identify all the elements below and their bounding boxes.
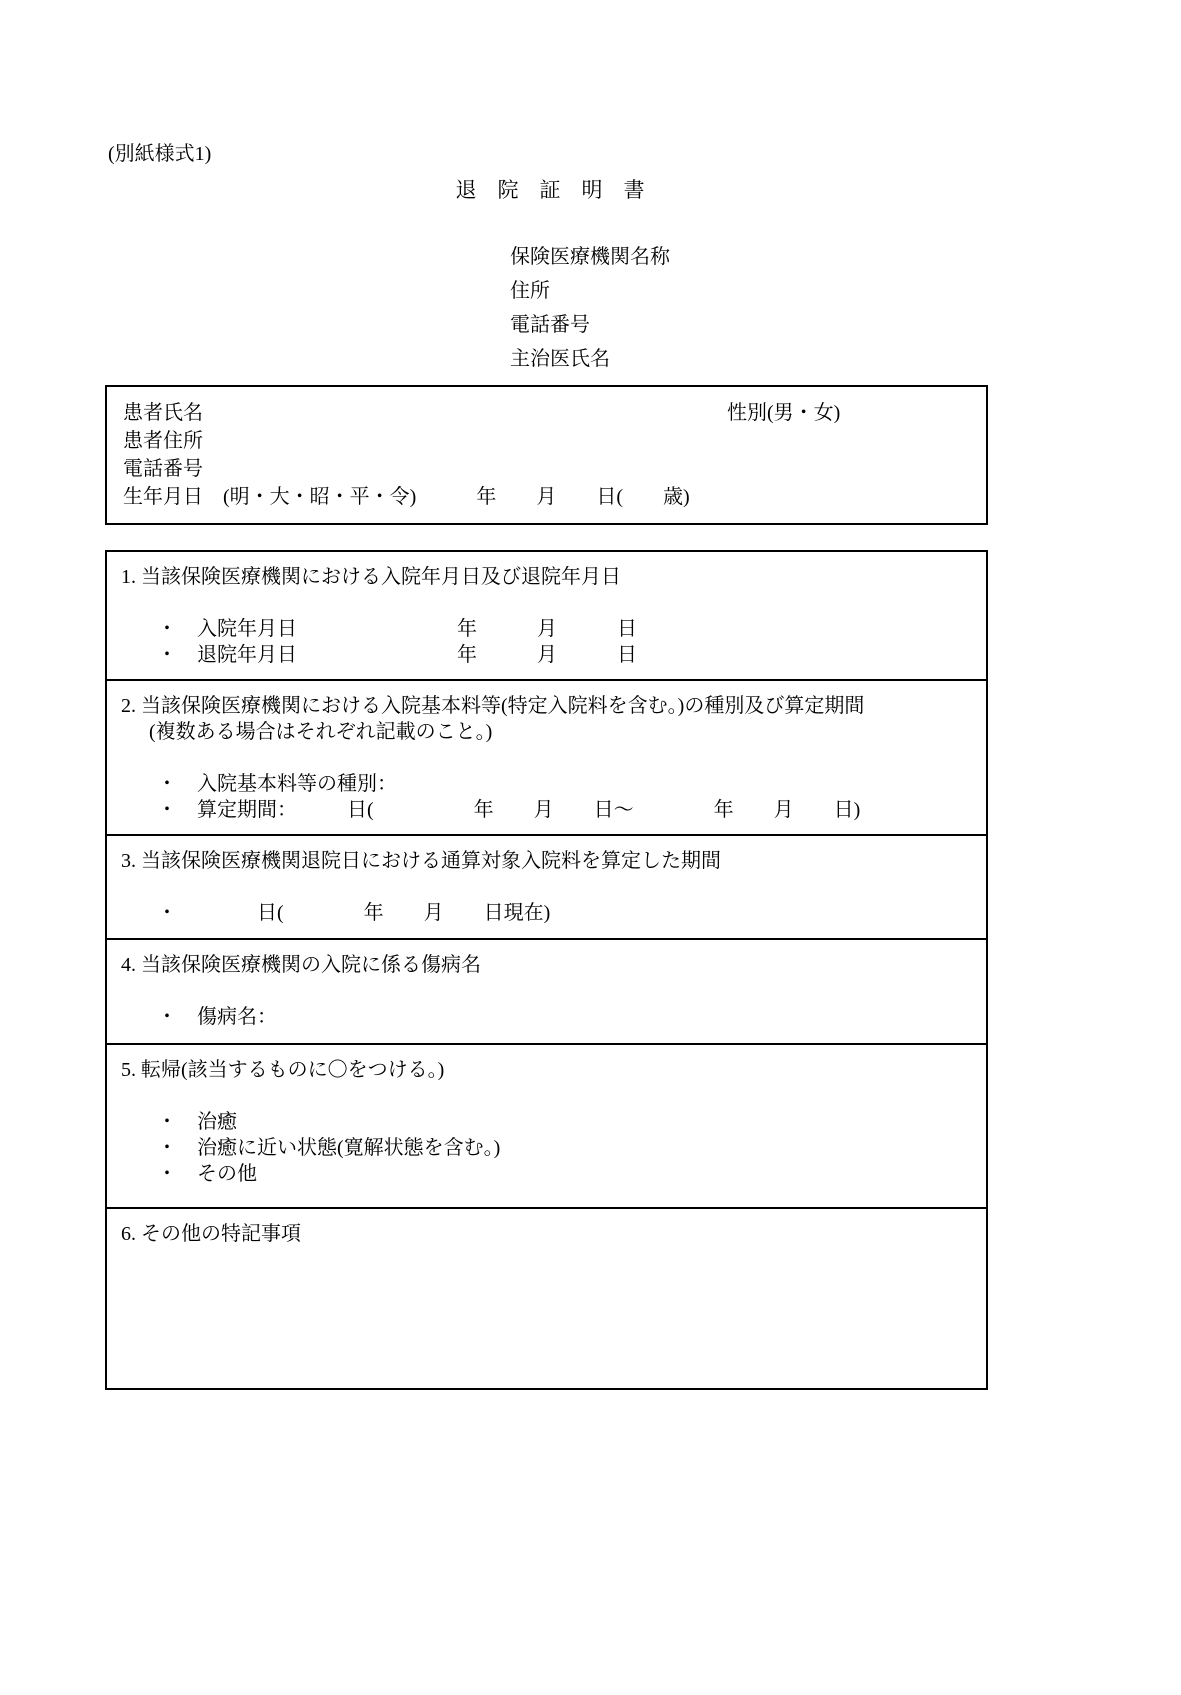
admission-date-line: ・ 入院年月日 年 月 日 — [157, 618, 637, 640]
patient-birthdate-label: 生年月日 (明・大・昭・平・令) 年 月 日( 歳) — [123, 486, 690, 508]
institution-address-label: 住所 — [510, 280, 550, 302]
issuer-info-block — [510, 240, 670, 376]
outcome-cured-line: ・ 治癒 — [157, 1110, 237, 1133]
institution-phone-label: 電話番号 — [510, 314, 590, 336]
section-4-title: 4. 当該保険医療機関の入院に係る傷病名 — [121, 954, 481, 977]
fee-type-line: ・ 入院基本料等の種別： — [157, 773, 397, 796]
attending-doctor-name-label: 主治医氏名 — [510, 348, 610, 370]
section-4-disease-name — [107, 940, 986, 1045]
patient-name-label: 患者氏名 — [123, 402, 203, 424]
form-code-label: (別紙様式1) — [108, 143, 212, 165]
disease-name-line: ・ 傷病名： — [157, 1006, 277, 1029]
section-6-title: 6. その他の特記事項 — [121, 1222, 301, 1245]
calculation-period-line: ・ 算定期間： 日( 年 月 日〜 年 月 日) — [157, 799, 861, 822]
medical-institution-name-label: 保険医療機関名称 — [510, 246, 670, 268]
section-1-admission-discharge-dates — [107, 552, 986, 681]
patient-phone-label: 電話番号 — [123, 458, 203, 480]
section-6-special-notes — [107, 1209, 986, 1388]
patient-sex-label: 性別(男・女) — [727, 402, 841, 424]
patient-info-box — [105, 385, 988, 525]
outcome-near-cured-line: ・ 治癒に近い状態(寛解状態を含む。) — [157, 1136, 501, 1159]
section-2-title: 2. 当該保険医療機関における入院基本料等(特定入院料を含む。)の種別及び算定期間 — [121, 695, 865, 718]
section-3-title: 3. 当該保険医療機関退院日における通算対象入院料を算定した期間 — [121, 849, 721, 872]
form-sections-box — [105, 550, 988, 1390]
section-2-basic-hospital-fee — [107, 681, 986, 835]
section-1-title: 1. 当該保険医療機関における入院年月日及び退院年月日 — [121, 566, 621, 588]
discharge-date-line: ・ 退院年月日 年 月 日 — [157, 644, 637, 666]
outcome-other-line: ・ その他 — [157, 1162, 257, 1185]
document-title: 退 院 証 明 書 — [455, 178, 645, 202]
section-3-cumulative-hospitalization-period — [107, 836, 986, 941]
section-5-title: 5. 転帰(該当するものに〇をつける。) — [121, 1058, 445, 1081]
section-5-outcome — [107, 1045, 986, 1209]
cumulative-days-line: ・ 日( 年 月 日現在) — [157, 901, 551, 924]
section-2-subtitle: (複数ある場合はそれぞれ記載のこと。) — [149, 721, 493, 744]
patient-address-label: 患者住所 — [123, 430, 203, 452]
